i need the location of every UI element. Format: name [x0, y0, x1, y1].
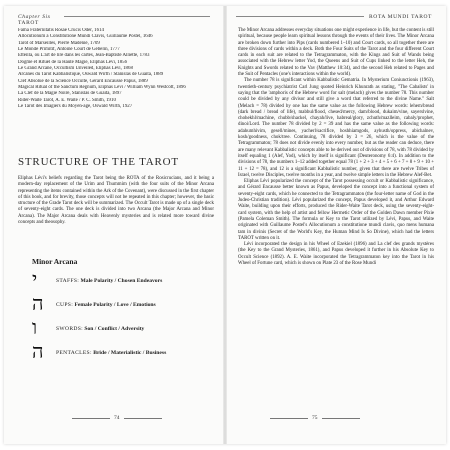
- hebrew-letter-heh-final: ה: [32, 339, 44, 363]
- running-header: ROTA MUNDI TAROT: [368, 14, 432, 20]
- bibliography-entry: Le Tarot des Imagiers du Moyen-age, Oswald Wirth, 1927: [18, 104, 133, 110]
- folio-rule: [270, 418, 308, 419]
- folio-left: [68, 415, 166, 421]
- paragraph: The number 78 is significant within Kabbalistic Gematria. In Mysterium Coniunctionis (1963), twentieth-century psychiatrist Carl Jung quoted Heinrich Khunrath as stating, "The Cabalists' in saying that the 'amphoris of the Hebrew word for salt (melach) gives the number 78. This number could be divided by any divisor and still give a word that referred to the divine Name." Salt (Melach = 78) divided by one has the same value as the following Hebrew words: lehem/bread (dark bread / bread of life), mabbul/flood, chesed/mercy, dam/blood, dukaim/vine, sayerslvine, chohekhl/machine, chubb/shackel, chayah/live, habreal/glory, zchuth/mazlleim, cabaly/prophet, dinoi/Lord. The number 78 divided by 2 = 39 and has the same value as the following words: adahumhivim, gesell/mines, yacherl/sacrifice, hoshhiamgods, ayhusth/oppress, abichalnev, kosh/goodness, chok/tree. Continuing, 78 divided by 3 = 26, which is the value of the Tetragrammaton; 78 does not divide evenly into every number, but as the reader can deduce, there are many relevant Kabbalistic concepts able to be derived out of divisions of 78, with 78 divided by itself equaling 1 (Alef, Yod), which by itself is significant (Deuteronomy 6:4). In addition to the divisions of 78, the numbers 1–12 added together equal 78 (1 + 2 + 3 + 4 + 5 + 6 + 7 + 8 + 9 + 10 + 11 + 12 = 78), and 12 is a significant Kabbalistic number, given that there are twelve Tribes of Israel, twelve Disciples, twelve months in a year, and twelve simple letters in the Hebrew Alef-Bet.: [238, 78, 434, 178]
- suit-name: CUPS:: [56, 302, 74, 308]
- page-number-right: 75: [312, 415, 318, 421]
- bibliography-list: [18, 28, 214, 110]
- header-rule: [236, 16, 364, 17]
- suit-meaning: Male Polarity / Chosen Endeavors: [80, 278, 163, 284]
- paragraph: Eliphas Lévi popularized the concept of the Tarot possessing occult or Kabbalistic significance, and Gérard Encausse better known as Papus, developed the concept into a functional system of seventy-eight cards, which he connected to the Tetragrammaton (the four-letter name of God in the Judeo-Christian tradition). Lévi popularized the concept, Papus developed it, and Arthur Edward Waite, building upon their efforts, produced the Rider-Waite Tarot deck, using the seventy-eight-card system, with the help of artist and fellow Hermetic Order of the Golden Dawn member Pixie (Pamela Coleman Smith). The formula or Key to the Tarot utilized by Lévi, Papus, and Waite originated with Guillaume Postel's Allocutionum a constitutione mundi clavis, quo mens humana tam in divinis (Secret of the World's Key, the Human Mind Is So Divine), which had the letters TAROT written on it.: [238, 179, 434, 241]
- bibliography-entry: Tarot of Marseilles, Pierre Madenié, 1709: [18, 40, 100, 46]
- suit-name: STAFFS:: [56, 278, 80, 284]
- bibliography-entry: Dogme et Rituel de la Haute Magie, Eliphas Lévi, 1856: [18, 59, 128, 65]
- header-rule: [64, 16, 210, 17]
- bibliography-entry: Arcanes du Tarot Kabbalistique, Oswald Wirth / Stanislas de Guaita, 1889: [18, 72, 164, 78]
- suit-row-staffs: [18, 267, 218, 291]
- folio-rule: [72, 418, 110, 419]
- suit-meaning: Female Polarity / Love / Emotions: [74, 302, 156, 308]
- hebrew-letter-yod: י: [32, 267, 38, 291]
- left-page: [4, 6, 224, 444]
- suit-name: PENTACLES:: [56, 350, 92, 356]
- section-title: STRUCTURE OF THE TAROT: [18, 156, 179, 168]
- book-spread: [4, 6, 446, 444]
- minor-arcana-title: Minor Arcana: [32, 257, 78, 266]
- suit-row-swords: [18, 315, 218, 339]
- suit-meaning: Bride / Materialistic / Business: [93, 350, 167, 356]
- bibliography-entry: La Clef de la Magie Noire, Stanislas de Guaita, 1897: [18, 91, 122, 97]
- bibliography-entry: Rider-Waite Tarot, A. E. Waite / P. C. Smith, 1910: [18, 97, 116, 103]
- chapter-title: TAROT: [18, 20, 39, 26]
- left-body-text: Eliphas Lévi's beliefs regarding the Tarot being the ROTA of the Rosicrucians, and it being a modern-day replacement of the Urim and Thummim (with the four suits of the Minor Arcana representing the items contained within the Ark of the Covenant), were discussed in the first chapter of this book, and for brevity, those concepts will not be repeated in this chapter; however, the basic structure of the Grade Tarot deck will be summarized. The Occult Tarot is made up of a single deck of seventy-eight cards. The one deck is divided into two Arcana (the Major Arcana and Minor Arcana). The Major Arcana deals with Heavenly mysteries and is related more toward divine concepts and theosophy.: [18, 176, 214, 226]
- folio-rule: [322, 418, 360, 419]
- paragraph: Lévi incorporated the design in his Wheel of Ezekiel (1896) and La clef des grands mystères (the Key to the Grand Mysteries, 1861), and Papus developed it further in his Absolute Key to Occult Science (1892). A. E. Waite incorporated the Tetragrammaton key into the Tarot in his Wheel of Fortune card, which is shown on Plate 23 of the Rose Mundi: [238, 242, 434, 266]
- right-page: [226, 6, 446, 444]
- hebrew-letter-heh: ה: [32, 291, 44, 315]
- bibliography-entry: Le Monde Primitif, Antoine Court de Gébelin, 1777: [18, 47, 120, 53]
- chapter-label: Chapter Six: [18, 14, 51, 20]
- folio-rule: [124, 418, 162, 419]
- paragraph: The Minor Arcana addresses everyday situations one might experience in life, but the content is still spiritual, because people learn spiritual lessons through the events of their lives. The Minor Arcana are broken down further into Pips (cards numbered 1–10) and Court cards, so all together there are three divisions of cards within a deck. Both the Four Suits of the Tarot and the four different Court cards in each suit are related to the Tetragrammaton, with the Kings and Suit of Wands being associated with the Hebrew letter Yod, the Queens and Suit of Cups linked to the letter Heh, the Knights and Swords related to the Vav (Matthew 10:34), and the second Heh related to Pages and the Suit of Pentacles (one's interactions within the world).: [238, 28, 434, 78]
- suit-name: SWORDS:: [56, 326, 83, 332]
- folio-right: [266, 415, 364, 421]
- page-number-left: 74: [114, 415, 120, 421]
- suit-meaning: Son / Conflict / Adversity: [84, 326, 145, 332]
- suit-row-pentacles: [18, 339, 218, 363]
- right-body-text: [238, 28, 434, 267]
- bibliography-entry: Magical Ritual of the Sanctum Regnum, Eliphas Lévi / William Wynn Westcott, 1896: [18, 85, 186, 91]
- bibliography-entry: Etteilla, ou L'art de lire dans les cartes, Jean-Baptiste Alliette, 1783: [18, 53, 150, 59]
- bibliography-entry: Le Grand Arcane, Occultism Unveiled, Eliphas Lévi, 1868: [18, 66, 133, 72]
- bibliography-entry: Allocutionum a Constitutione Mundi Clavis, Guillaume Postel, 1646: [18, 34, 153, 40]
- hebrew-letter-vav: ו: [32, 315, 38, 339]
- suit-row-cups: [18, 291, 218, 315]
- bibliography-entry: Fama Fraternitatis Rosae Crucis Oder, 1614: [18, 28, 104, 33]
- bibliography-entry: Clef Absolue de la Science Occulte, Gérard Encausse Papus, 1889: [18, 78, 148, 84]
